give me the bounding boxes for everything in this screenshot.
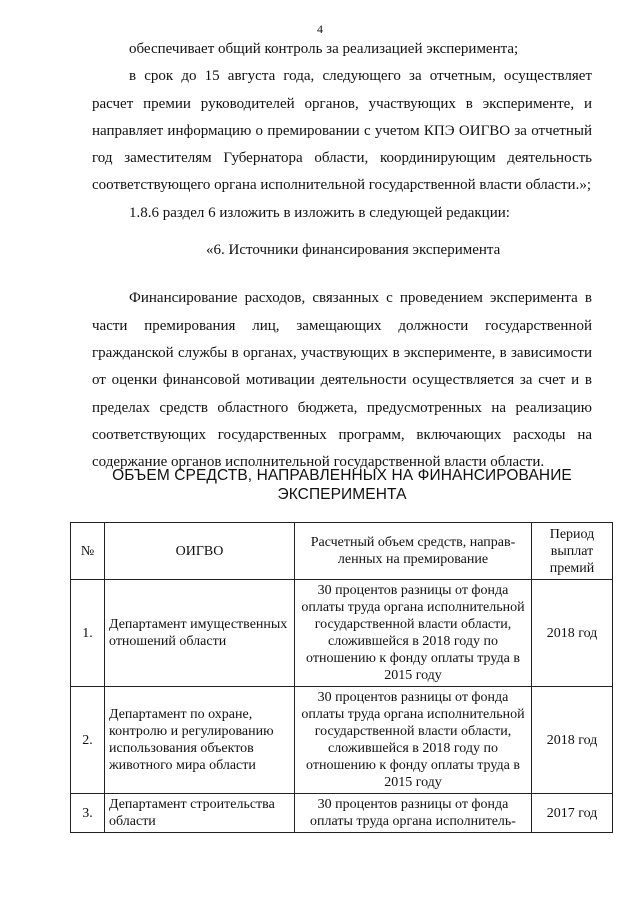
- header-ogvo: ОИГВО: [105, 523, 295, 580]
- paragraph-bonus-calculation: в срок до 15 августа года, следующего за отчетным, осуществляет расчет премии руководителей органов, участвующих в эксперименте, и направляет информацию о премировании с учетом КПЭ ОИГВО за отчетный год заместителям Губернатора области, координирующим деятельность соответствующего органа исполнительной государственной власти области.»;: [92, 68, 592, 194]
- row-period: 2018 год: [532, 687, 613, 794]
- header-amount: Расчетный объем средств, направленных на премирование: [295, 523, 532, 580]
- page-number: 4: [317, 22, 323, 36]
- row-ogvo: Департамент строительства области: [105, 794, 295, 833]
- table-header-row: [71, 523, 613, 580]
- table-row: [71, 580, 613, 687]
- row-period: 2017 год: [532, 794, 613, 833]
- header-num: №: [71, 523, 105, 580]
- table-row: [71, 794, 613, 833]
- section-heading: «6. Источники финансирования эксперимента: [206, 242, 501, 259]
- paragraph-financing: Финансирование расходов, связанных с проведением эксперимента в части премирования лиц, замещающих должности государственной гражданской службы в органах, участвующих в эксперименте, в зависимости от оценки финансовой мотивации деятельности осуществляется за счет и в пределах средств областного бюджета, предусмотренных на реализацию соответствующих государственных программ, включающих расходы на содержание органов исполнительной государственной власти области.: [92, 290, 592, 471]
- row-num: 2.: [71, 687, 105, 794]
- row-amount: 30 процентов разницы от фонда оплаты труда органа исполнитель-: [295, 794, 532, 833]
- header-period: Период выплат премий: [532, 523, 613, 580]
- row-period: 2018 год: [532, 580, 613, 687]
- row-ogvo: Департамент имущественных отношений области: [105, 580, 295, 687]
- paragraph-general-control: обеспечивает общий контроль за реализацией эксперимента;: [129, 41, 519, 57]
- row-ogvo: Департамент по охране, контролю и регулированию использования объектов животного мира области: [105, 687, 295, 794]
- table-row: [71, 687, 613, 794]
- row-amount: 30 процентов разницы от фонда оплаты труда органа исполнительной государственной власти области, сложившейся в 2018 году по отношению к фонду оплаты труда в 2015 году: [295, 687, 532, 794]
- row-num: 3.: [71, 794, 105, 833]
- row-amount: 30 процентов разницы от фонда оплаты труда органа исполнительной государственной власти области, сложившейся в 2018 году по отношению к фонду оплаты труда в 2015 году: [295, 580, 532, 687]
- financing-table: [70, 522, 613, 833]
- table-title: ОБЪЕМ СРЕДСТВ, НАПРАВЛЕННЫХ НА ФИНАНСИРОВАНИЕ ЭКСПЕРИМЕНТА: [112, 467, 572, 503]
- paragraph-amendment-intro: 1.8.6 раздел 6 изложить в изложить в следующей редакции:: [129, 204, 510, 221]
- row-num: 1.: [71, 580, 105, 687]
- document-body: [92, 36, 592, 476]
